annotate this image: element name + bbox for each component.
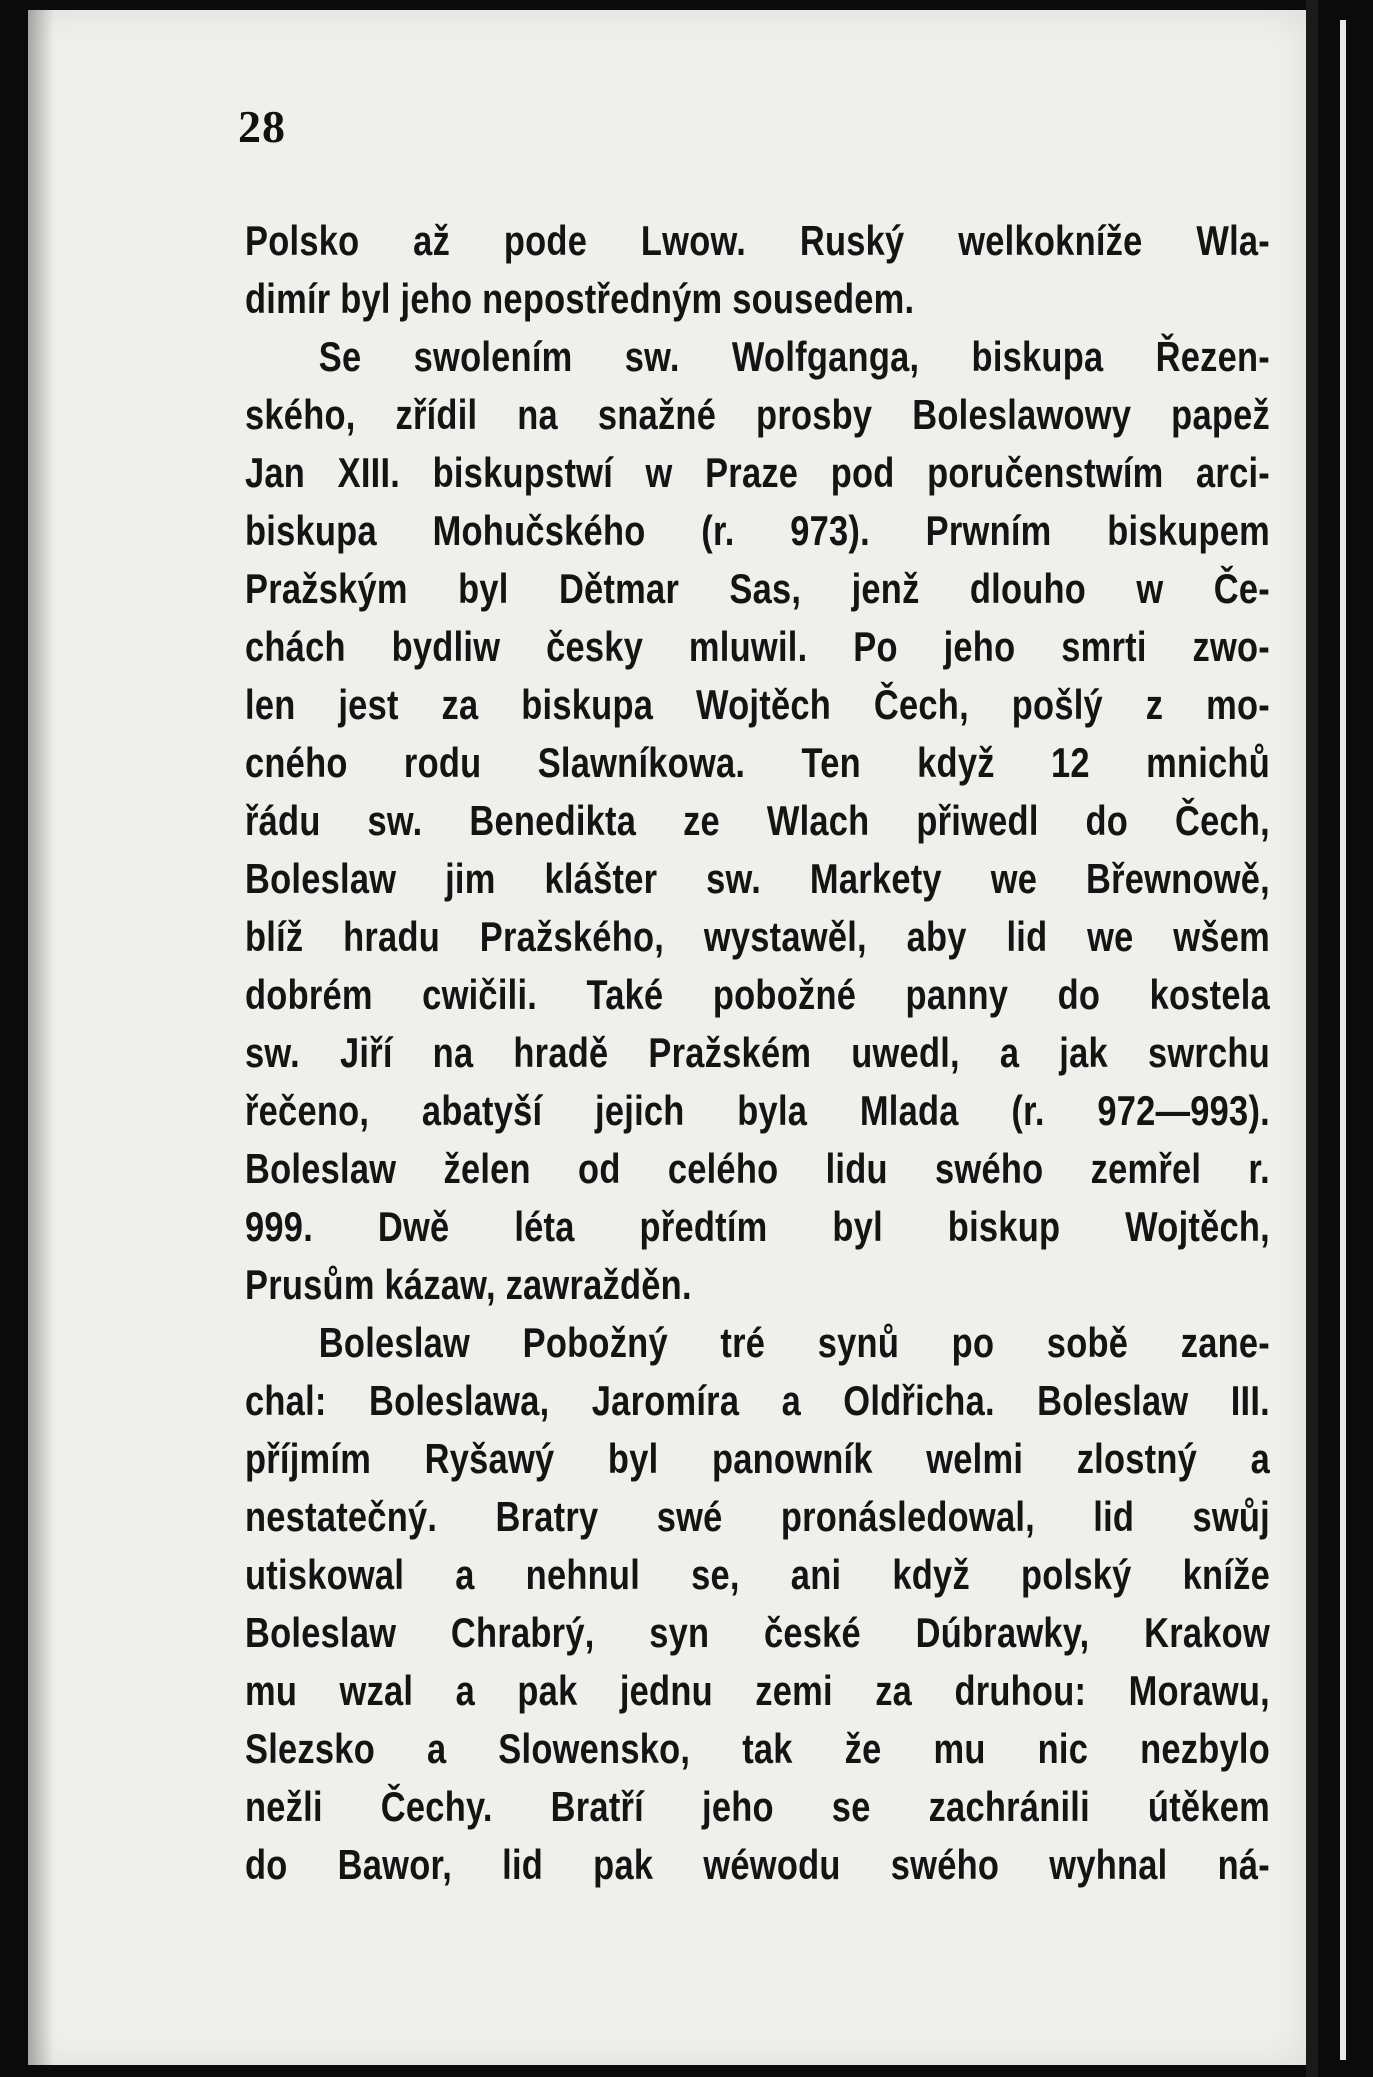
text-line: Slezsko a Slowensko, tak že mu nic nezbylo: [245, 1725, 1270, 1772]
text-line: cného rodu Slawníkowa. Ten když 12 mnichů: [245, 739, 1270, 786]
text-line: do Bawor, lid pak wéwodu swého wyhnal ná-: [245, 1841, 1270, 1888]
text-line: blíž hradu Pražského, wystawěl, aby lid we wšem: [245, 913, 1270, 960]
text-line: příjmím Ryšawý byl panowník welmi zlostný a: [245, 1435, 1270, 1482]
text-line: dobrém cwičili. Také pobožné panny do kostela: [245, 971, 1270, 1018]
text-line: mu wzal a pak jednu zemi za druhou: Morawu,: [245, 1667, 1270, 1714]
next-page-edge: [1340, 20, 1346, 2060]
text-line: nežli Čechy. Bratří jeho se zachránili útěkem: [245, 1783, 1270, 1830]
text-line: Prusům kázaw, zawražděn.: [245, 1261, 692, 1308]
text-line: utiskowal a nehnul se, ani když polský kníže: [245, 1551, 1270, 1598]
text-line: Boleslaw Chrabrý, syn české Dúbrawky, Krakow: [245, 1609, 1270, 1656]
text-line: Boleslaw jim klášter sw. Markety we Břewnowě,: [245, 855, 1270, 902]
text-line: nestatečný. Bratry swé pronásledowal, lid swůj: [245, 1493, 1270, 1540]
text-line: chal: Boleslawa, Jaromíra a Oldřicha. Boleslaw III.: [245, 1377, 1270, 1424]
text-line: Boleslaw Pobožný tré synů po sobě zane-: [318, 1319, 1270, 1366]
text-line: řádu sw. Benedikta ze Wlach přiwedl do Čech,: [245, 797, 1270, 844]
text-line: chách bydliw česky mluwil. Po jeho smrti zwo-: [245, 623, 1270, 670]
text-line: biskupa Mohučského (r. 973). Prwním biskupem: [245, 507, 1270, 554]
text-line: dimír byl jeho nepostředným sousedem.: [245, 275, 915, 322]
text-line: Jan XIII. biskupstwí w Praze pod poručenstwím arci-: [245, 449, 1270, 496]
text-line: Se swolením sw. Wolfganga, biskupa Řezen-: [318, 333, 1270, 380]
body-text: [245, 212, 1270, 1894]
page-number: 28: [238, 101, 286, 152]
text-line: len jest za biskupa Wojtěch Čech, pošlý z mo-: [245, 681, 1270, 728]
text-line: Boleslaw želen od celého lidu swého zemřel r.: [245, 1145, 1270, 1192]
text-line: sw. Jiří na hradě Pražském uwedl, a jak swrchu: [245, 1029, 1270, 1076]
text-line: řečeno, abatyší jejich byla Mlada (r. 972—993).: [245, 1087, 1270, 1134]
text-line: ského, zřídil na snažné prosby Boleslawowy papež: [245, 391, 1270, 438]
text-line: Pražským byl Dětmar Sas, jenž dlouho w Če-: [245, 565, 1270, 612]
text-line: 999. Dwě léta předtím byl biskup Wojtěch,: [245, 1203, 1270, 1250]
page-gutter: [1306, 0, 1318, 2077]
text-line: Polsko až pode Lwow. Ruský welkokníže Wla-: [245, 217, 1270, 264]
